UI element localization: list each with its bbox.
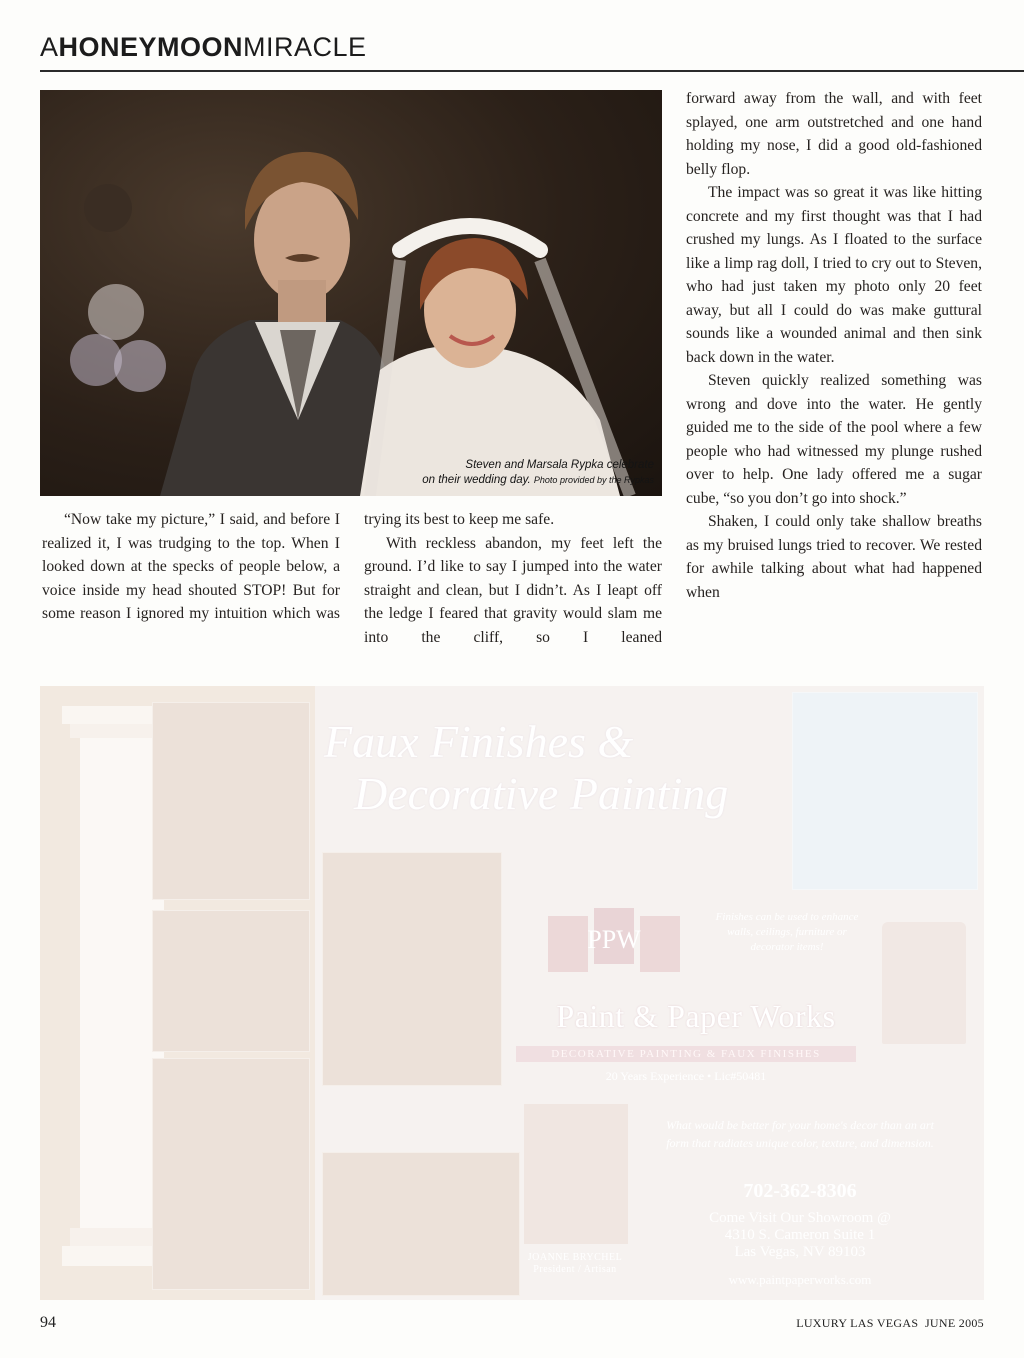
ad-photo-tile <box>322 1152 520 1296</box>
ad-experience: 20 Years Experience • Lic#50481 <box>605 1069 767 1083</box>
article-column-2 <box>364 508 662 649</box>
ad-visit-line-3: Las Vegas, NV 89103 <box>734 1244 866 1260</box>
ad-brand-name: Paint & Paper Works <box>556 998 836 1034</box>
title-prefix: A <box>40 32 59 62</box>
caption-line-1: Steven and Marsala Rypka celebrate <box>465 459 654 471</box>
ad-subtitle: DECORATIVE PAINTING & FAUX FINISHES <box>516 1046 856 1062</box>
ad-phone: 702-362-8306 <box>743 1180 857 1202</box>
ppw-logo-icon <box>546 908 686 978</box>
ad-photo-tile <box>152 1058 310 1290</box>
ad-headline <box>324 716 728 820</box>
article-title <box>40 32 367 63</box>
column3-paragraph-2: The impact was so great it was like hitting concrete and my first thought was that I had crushed my lungs. As I floated to the surface like a limp rag doll, I tried to cry out to Steven, who had just taken my photo only 20 feet away, but all I could do was make guttural sounds like a wounded animal and then sink back down in the water. <box>686 184 982 366</box>
caption-credit: Photo provided by the Rypkas <box>533 475 654 485</box>
column3-paragraph-3: Steven quickly realized something was wrong and dove into the water. He gently guided me to the side of the pool where a few people who had witnessed my plunge rushed over to help. One lady offered me a sugar cube, “so you don’t go into shock.” <box>686 372 982 507</box>
ad-website: www.paintpaperworks.com <box>728 1272 872 1287</box>
footer-magazine <box>796 1316 984 1331</box>
ad-photo-tile <box>152 910 310 1052</box>
ad-photo-tile <box>322 852 502 1086</box>
ad-visit-line-1: Come Visit Our Showroom @ <box>709 1210 891 1226</box>
advertisement <box>40 686 984 1300</box>
page-number: 94 <box>40 1314 56 1331</box>
column1-paragraph-1: “Now take my picture,” I said, and before I realized it, I was trudging to the top. When I looked down at the specks of people below, a voice inside my head shouted STOP! But for some reason I ignored my intuition which was <box>42 511 340 622</box>
title-main: HONEYMOON <box>58 32 244 62</box>
article-header <box>40 30 1024 72</box>
magazine-name: LUXURY LAS VEGAS <box>796 1316 919 1330</box>
ad-portrait-photo <box>524 1104 628 1244</box>
column3-paragraph-1: forward away from the wall, and with feet splayed, one arm outstretched and one hand holding my nose, I did a good old-fashioned belly flop. <box>686 90 982 178</box>
ad-person-name: JOANNE BRYCHEL <box>527 1252 623 1263</box>
ad-person-role: President / Artisan <box>533 1264 617 1275</box>
ad-pedestal-image <box>882 922 966 1044</box>
column2-paragraph-1: trying its best to keep me safe. <box>364 511 555 528</box>
wedding-photo <box>40 90 662 496</box>
column3-paragraph-4: Shaken, I could only take shallow breaths as my bruised lungs tried to recover. We rested for awhile talking about what had happened when <box>686 513 982 601</box>
article-column-3 <box>686 87 982 604</box>
ad-sky-photo <box>792 692 978 890</box>
ad-address <box>664 1210 936 1261</box>
ppw-logo-letters: PPW <box>587 925 641 954</box>
wedding-photo-illustration <box>40 90 662 496</box>
photo-caption <box>422 458 654 488</box>
caption-line-2: on their wedding day. <box>422 474 531 486</box>
article-column-1 <box>42 508 340 626</box>
ad-portrait-caption <box>510 1252 640 1276</box>
column2-paragraph-2: With reckless abandon, my feet left the ground. I’d like to say I jumped into the water straight and clean, but I didn’t. As I leapt off the ledge I feared that gravity would slam me into the cliff, so I leaned <box>364 534 662 646</box>
issue-date: JUNE 2005 <box>924 1316 984 1330</box>
ad-visit-line-2: 4310 S. Cameron Suite 1 <box>724 1227 876 1243</box>
title-suffix: MIRACLE <box>243 32 367 62</box>
ad-headline-line-2: Decorative Painting <box>354 768 729 819</box>
ad-photo-tile <box>152 702 310 900</box>
ad-headline-line-1: Faux Finishes & <box>324 716 634 767</box>
ad-pitch: What would be better for your home's decor than an art form that radiates unique color, texture, and dimension. <box>666 1118 934 1150</box>
ad-side-note: Finishes can be used to enhance walls, ceilings, furniture or decorator items! <box>715 911 859 953</box>
